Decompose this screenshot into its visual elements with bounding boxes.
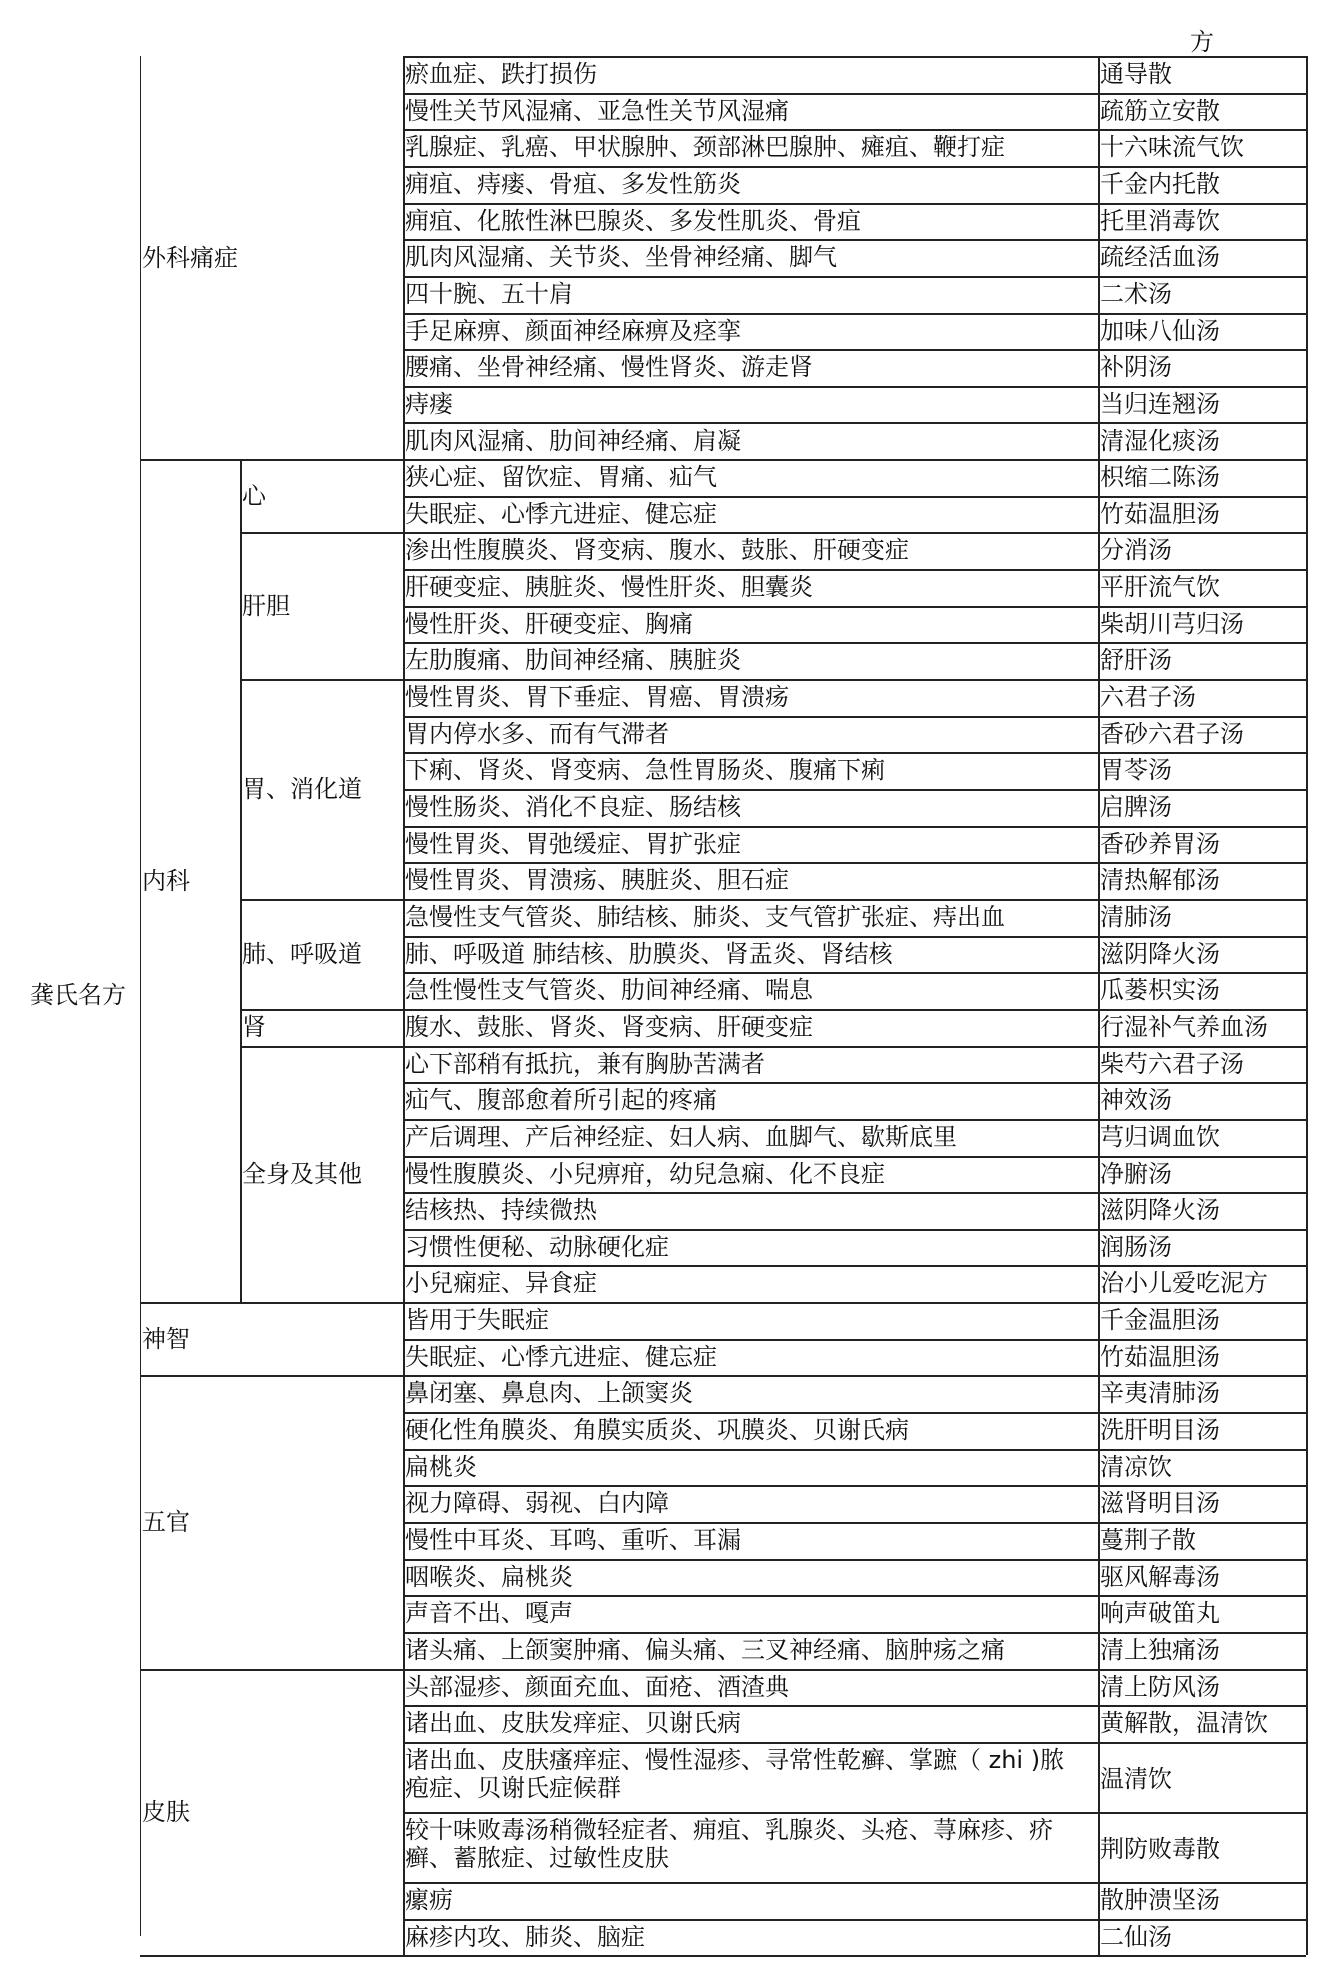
disease-text: 肌肉风湿痛、肋间神经痛、肩凝 bbox=[405, 426, 741, 455]
disease-text: 皆用于失眠症 bbox=[405, 1306, 549, 1335]
formula-name: 六君子汤 bbox=[1100, 683, 1196, 712]
disease-text: 肺、呼吸道 肺结核、肋膜炎、肾盂炎、肾结核 bbox=[405, 939, 893, 968]
row-divider bbox=[403, 1559, 1306, 1561]
disease-column-line bbox=[403, 56, 405, 1955]
category-label: 外科痛症 bbox=[142, 243, 238, 272]
row-divider bbox=[403, 1302, 1306, 1304]
formula-name: 舒肝汤 bbox=[1100, 646, 1172, 675]
formula-name: 竹茹温胆汤 bbox=[1100, 1342, 1220, 1371]
disease-text: 四十腕、五十肩 bbox=[405, 279, 573, 308]
disease-text: 胃内停水多、而有气滞者 bbox=[405, 719, 669, 748]
formula-column-header: 方 bbox=[1190, 28, 1214, 56]
row-divider bbox=[403, 752, 1306, 754]
disease-text: 习惯性便秘、动脉硬化症 bbox=[405, 1232, 669, 1261]
row-divider bbox=[403, 862, 1306, 864]
disease-text: 麻疹内攻、肺炎、脑症 bbox=[405, 1922, 645, 1951]
row-divider bbox=[403, 1339, 1306, 1341]
formula-name: 香砂六君子汤 bbox=[1100, 719, 1244, 748]
row-divider bbox=[403, 1955, 1306, 1957]
formula-name: 治小儿爱吃泥方 bbox=[1100, 1269, 1268, 1298]
disease-text: 腹水、鼓胀、肾炎、肾变病、肝硬变症 bbox=[405, 1012, 813, 1041]
row-divider bbox=[403, 93, 1306, 95]
row-divider bbox=[403, 349, 1306, 351]
disease-text: 慢性胃炎、胃弛缓症、胃扩张症 bbox=[405, 829, 741, 858]
formula-name: 当归连翘汤 bbox=[1100, 389, 1220, 418]
disease-text: 痈疽、痔瘘、骨疽、多发性筋炎 bbox=[405, 169, 741, 198]
formula-name: 滋肾明目汤 bbox=[1100, 1489, 1220, 1518]
disease-text: 慢性中耳炎、耳鸣、重听、耳漏 bbox=[405, 1526, 741, 1554]
disease-text: 慢性腹膜炎、小兒痹疳，幼兒急痫、化不良症 bbox=[405, 1159, 885, 1188]
row-divider bbox=[403, 789, 1306, 791]
subcategory-divider bbox=[240, 1046, 403, 1048]
row-divider bbox=[403, 1919, 1306, 1921]
formula-name: 二术汤 bbox=[1100, 279, 1172, 308]
row-divider bbox=[403, 642, 1306, 644]
formula-name: 十六味流气饮 bbox=[1100, 133, 1244, 162]
row-divider bbox=[403, 1669, 1306, 1671]
disease-text: 慢性胃炎、胃溃疡、胰脏炎、胆石症 bbox=[405, 866, 789, 895]
formula-name: 胃苓汤 bbox=[1100, 756, 1172, 785]
disease-text: 小兒痫症、异食症 bbox=[405, 1269, 597, 1298]
disease-text: 视力障碍、弱视、白内障 bbox=[405, 1489, 669, 1518]
formula-name: 启脾汤 bbox=[1100, 793, 1172, 821]
formula-name: 清湿化痰汤 bbox=[1100, 426, 1220, 455]
row-divider bbox=[403, 1119, 1306, 1121]
category-label: 皮肤 bbox=[142, 1797, 190, 1826]
category-divider bbox=[140, 1669, 403, 1671]
row-divider bbox=[403, 1265, 1306, 1267]
root-divider-line bbox=[140, 56, 141, 1936]
disease-text-line: 较十味败毒汤稍微轻症者、痈疽、乳腺炎、头疮、荨麻疹、疥 bbox=[405, 1815, 1053, 1844]
row-divider bbox=[403, 239, 1306, 241]
formula-name: 疏经活血汤 bbox=[1100, 243, 1220, 272]
row-divider bbox=[403, 716, 1306, 718]
row-divider bbox=[403, 936, 1306, 938]
formula-name: 柴胡川芎归汤 bbox=[1100, 609, 1244, 638]
formula-name: 托里消毒饮 bbox=[1100, 206, 1220, 235]
disease-text: 渗出性腹膜炎、肾变病、腹水、鼓胀、肝硬变症 bbox=[405, 536, 909, 565]
formula-name: 蔓荆子散 bbox=[1100, 1526, 1196, 1554]
row-divider bbox=[403, 459, 1306, 461]
row-divider bbox=[403, 1156, 1306, 1158]
formula-name: 清上防风汤 bbox=[1100, 1672, 1220, 1701]
disease-text: 心下部稍有抵抗，兼有胸胁苦满者 bbox=[405, 1049, 765, 1078]
subcategory-label: 全身及其他 bbox=[242, 1159, 362, 1188]
formula-name: 行湿补气养血汤 bbox=[1100, 1012, 1268, 1041]
formula-name: 清凉饮 bbox=[1100, 1452, 1172, 1481]
row-divider bbox=[403, 1412, 1306, 1414]
disease-text: 慢性肝炎、肝硬变症、胸痛 bbox=[405, 609, 693, 638]
root-label: 龚氏名方 bbox=[30, 981, 126, 1009]
disease-text: 慢性肠炎、消化不良症、肠结核 bbox=[405, 793, 741, 821]
formula-name: 瓜蒌枳实汤 bbox=[1100, 976, 1220, 1005]
disease-text-line: 疱症、贝谢氏症候群 bbox=[405, 1773, 621, 1802]
formula-name: 清肺汤 bbox=[1100, 902, 1172, 931]
disease-text: 硬化性角膜炎、角膜实质炎、巩膜炎、贝谢氏病 bbox=[405, 1416, 909, 1445]
formula-name: 千金内托散 bbox=[1100, 169, 1220, 198]
disease-text: 瘰疬 bbox=[405, 1885, 453, 1914]
formula-name: 滋阴降火汤 bbox=[1100, 939, 1220, 968]
formula-name: 补阴汤 bbox=[1100, 353, 1172, 382]
formula-name: 分消汤 bbox=[1100, 536, 1172, 565]
formula-name: 神效汤 bbox=[1100, 1086, 1172, 1115]
disease-text: 肌肉风湿痛、关节炎、坐骨神经痛、脚气 bbox=[405, 243, 837, 272]
disease-text: 瘀血症、跌打损伤 bbox=[405, 60, 597, 88]
formula-name: 疏筋立安散 bbox=[1100, 96, 1220, 125]
formula-name: 平肝流气饮 bbox=[1100, 573, 1220, 602]
formula-name: 清热解郁汤 bbox=[1100, 866, 1220, 895]
category-divider bbox=[140, 1302, 403, 1304]
table-right-border bbox=[1306, 56, 1308, 1955]
formula-name: 清上独痛汤 bbox=[1100, 1635, 1220, 1664]
row-divider bbox=[403, 1229, 1306, 1231]
formula-name: 响声破笛丸 bbox=[1100, 1599, 1220, 1628]
subcategory-column-line bbox=[240, 459, 242, 1302]
disease-text: 扁桃炎 bbox=[405, 1452, 477, 1481]
row-divider bbox=[403, 826, 1306, 828]
row-divider bbox=[403, 1082, 1306, 1084]
row-divider bbox=[403, 1882, 1306, 1884]
row-divider bbox=[403, 1595, 1306, 1597]
row-divider bbox=[403, 313, 1306, 315]
row-divider bbox=[403, 1742, 1306, 1744]
disease-text: 痈疽、化脓性淋巴腺炎、多发性肌炎、骨疽 bbox=[405, 206, 861, 235]
category-divider bbox=[140, 1375, 403, 1377]
formula-name: 加味八仙汤 bbox=[1100, 316, 1220, 345]
table-top-border bbox=[403, 56, 1306, 58]
formula-name: 散肿溃坚汤 bbox=[1100, 1885, 1220, 1914]
disease-text: 慢性关节风湿痛、亚急性关节风湿痛 bbox=[405, 96, 789, 125]
row-divider bbox=[403, 1522, 1306, 1524]
disease-text: 咽喉炎、扁桃炎 bbox=[405, 1562, 573, 1591]
subcategory-divider bbox=[240, 899, 403, 901]
row-divider bbox=[403, 203, 1306, 205]
subcategory-divider bbox=[240, 532, 403, 534]
row-divider bbox=[403, 972, 1306, 974]
row-divider bbox=[403, 1812, 1306, 1814]
formula-name: 通导散 bbox=[1100, 60, 1172, 88]
formula-name: 温清饮 bbox=[1100, 1764, 1172, 1793]
disease-text: 鼻闭塞、鼻息肉、上颌窦炎 bbox=[405, 1379, 693, 1408]
formula-name: 荆防败毒散 bbox=[1100, 1834, 1220, 1863]
row-divider bbox=[403, 679, 1306, 681]
row-divider bbox=[403, 1046, 1306, 1048]
disease-text: 乳腺症、乳癌、甲状腺肿、颈部淋巴腺肿、瘫疽、鞭打症 bbox=[405, 133, 1005, 162]
disease-text: 诸头痛、上颌窦肿痛、偏头痛、三叉神经痛、脑肿疡之痛 bbox=[405, 1635, 1005, 1664]
disease-text: 疝气、腹部愈着所引起的疼痛 bbox=[405, 1086, 717, 1115]
formula-name: 润肠汤 bbox=[1100, 1232, 1172, 1261]
disease-text: 失眠症、心悸亢进症、健忘症 bbox=[405, 1342, 717, 1371]
disease-text: 狭心症、留饮症、胃痛、疝气 bbox=[405, 463, 717, 492]
formula-name: 柴芍六君子汤 bbox=[1100, 1049, 1244, 1078]
disease-text: 腰痛、坐骨神经痛、慢性肾炎、游走肾 bbox=[405, 353, 813, 382]
formula-name: 滋阴降火汤 bbox=[1100, 1196, 1220, 1225]
disease-text: 左肋腹痛、肋间神经痛、胰脏炎 bbox=[405, 646, 741, 675]
row-divider bbox=[403, 1375, 1306, 1377]
row-divider bbox=[403, 1009, 1306, 1011]
row-divider bbox=[403, 1449, 1306, 1451]
subcategory-label: 肾 bbox=[242, 1013, 266, 1042]
row-divider bbox=[403, 422, 1306, 424]
formula-name: 净腑汤 bbox=[1100, 1159, 1172, 1188]
row-divider bbox=[403, 276, 1306, 278]
disease-text: 痔瘘 bbox=[405, 389, 453, 418]
category-divider bbox=[140, 459, 403, 461]
row-divider bbox=[403, 496, 1306, 498]
subcategory-divider bbox=[240, 679, 403, 681]
row-divider bbox=[403, 386, 1306, 388]
disease-text: 慢性胃炎、胃下垂症、胃癌、胃溃疡 bbox=[405, 683, 789, 712]
formula-name: 千金温胆汤 bbox=[1100, 1306, 1220, 1335]
formula-name: 辛夷清肺汤 bbox=[1100, 1379, 1220, 1408]
disease-text: 下痢、肾炎、肾变病、急性胃肠炎、腹痛下痢 bbox=[405, 756, 885, 785]
formula-name: 黄解散，温清饮 bbox=[1100, 1709, 1268, 1738]
row-divider bbox=[403, 569, 1306, 571]
category-divider bbox=[140, 1955, 403, 1957]
subcategory-divider bbox=[240, 1009, 403, 1011]
formula-column-line bbox=[1098, 56, 1100, 1955]
disease-text: 声音不出、嘎声 bbox=[405, 1599, 573, 1628]
formula-name: 驱风解毒汤 bbox=[1100, 1562, 1220, 1591]
category-label: 五官 bbox=[142, 1508, 190, 1536]
row-divider bbox=[403, 166, 1306, 168]
row-divider bbox=[403, 606, 1306, 608]
disease-text: 急慢性支气管炎、肺结核、肺炎、支气管扩张症、痔出血 bbox=[405, 902, 1005, 931]
subcategory-label: 心 bbox=[242, 481, 266, 510]
row-divider bbox=[403, 532, 1306, 534]
row-divider bbox=[403, 1632, 1306, 1634]
disease-text: 头部湿疹、颜面充血、面疮、酒渣典 bbox=[405, 1672, 789, 1701]
formula-name: 二仙汤 bbox=[1100, 1922, 1172, 1951]
subcategory-label: 肝胆 bbox=[242, 591, 290, 620]
row-divider bbox=[403, 1485, 1306, 1487]
row-divider bbox=[403, 1705, 1306, 1707]
category-label: 内科 bbox=[142, 866, 190, 895]
subcategory-label: 肺、呼吸道 bbox=[242, 939, 362, 968]
formula-name: 芎归调血饮 bbox=[1100, 1122, 1220, 1151]
formula-name: 枳缩二陈汤 bbox=[1100, 463, 1220, 492]
disease-text: 失眠症、心悸亢进症、健忘症 bbox=[405, 499, 717, 528]
formula-name: 香砂养胃汤 bbox=[1100, 829, 1220, 858]
subcategory-label: 胃、消化道 bbox=[242, 775, 362, 803]
disease-text: 手足麻痹、颜面神经麻痹及痉挛 bbox=[405, 316, 741, 345]
disease-text: 急性慢性支气管炎、肋间神经痛、喘息 bbox=[405, 976, 813, 1005]
row-divider bbox=[403, 899, 1306, 901]
formula-name: 洗肝明目汤 bbox=[1100, 1416, 1220, 1445]
row-divider bbox=[403, 129, 1306, 131]
disease-text-line: 诸出血、皮肤瘙痒症、慢性湿疹、寻常性乾癣、掌蹠（ zhi )脓 bbox=[405, 1745, 1065, 1774]
disease-text: 产后调理、产后神经症、妇人病、血脚气、歇斯底里 bbox=[405, 1122, 957, 1151]
disease-text: 诸出血、皮肤发痒症、贝谢氏病 bbox=[405, 1709, 741, 1738]
disease-text-line: 癣、蓄脓症、过敏性皮肤 bbox=[405, 1843, 669, 1872]
row-divider bbox=[403, 1192, 1306, 1194]
category-label: 神智 bbox=[142, 1324, 190, 1353]
disease-text: 肝硬变症、胰脏炎、慢性肝炎、胆囊炎 bbox=[405, 573, 813, 602]
formula-name: 竹茹温胆汤 bbox=[1100, 499, 1220, 528]
disease-text: 结核热、持续微热 bbox=[405, 1196, 597, 1225]
